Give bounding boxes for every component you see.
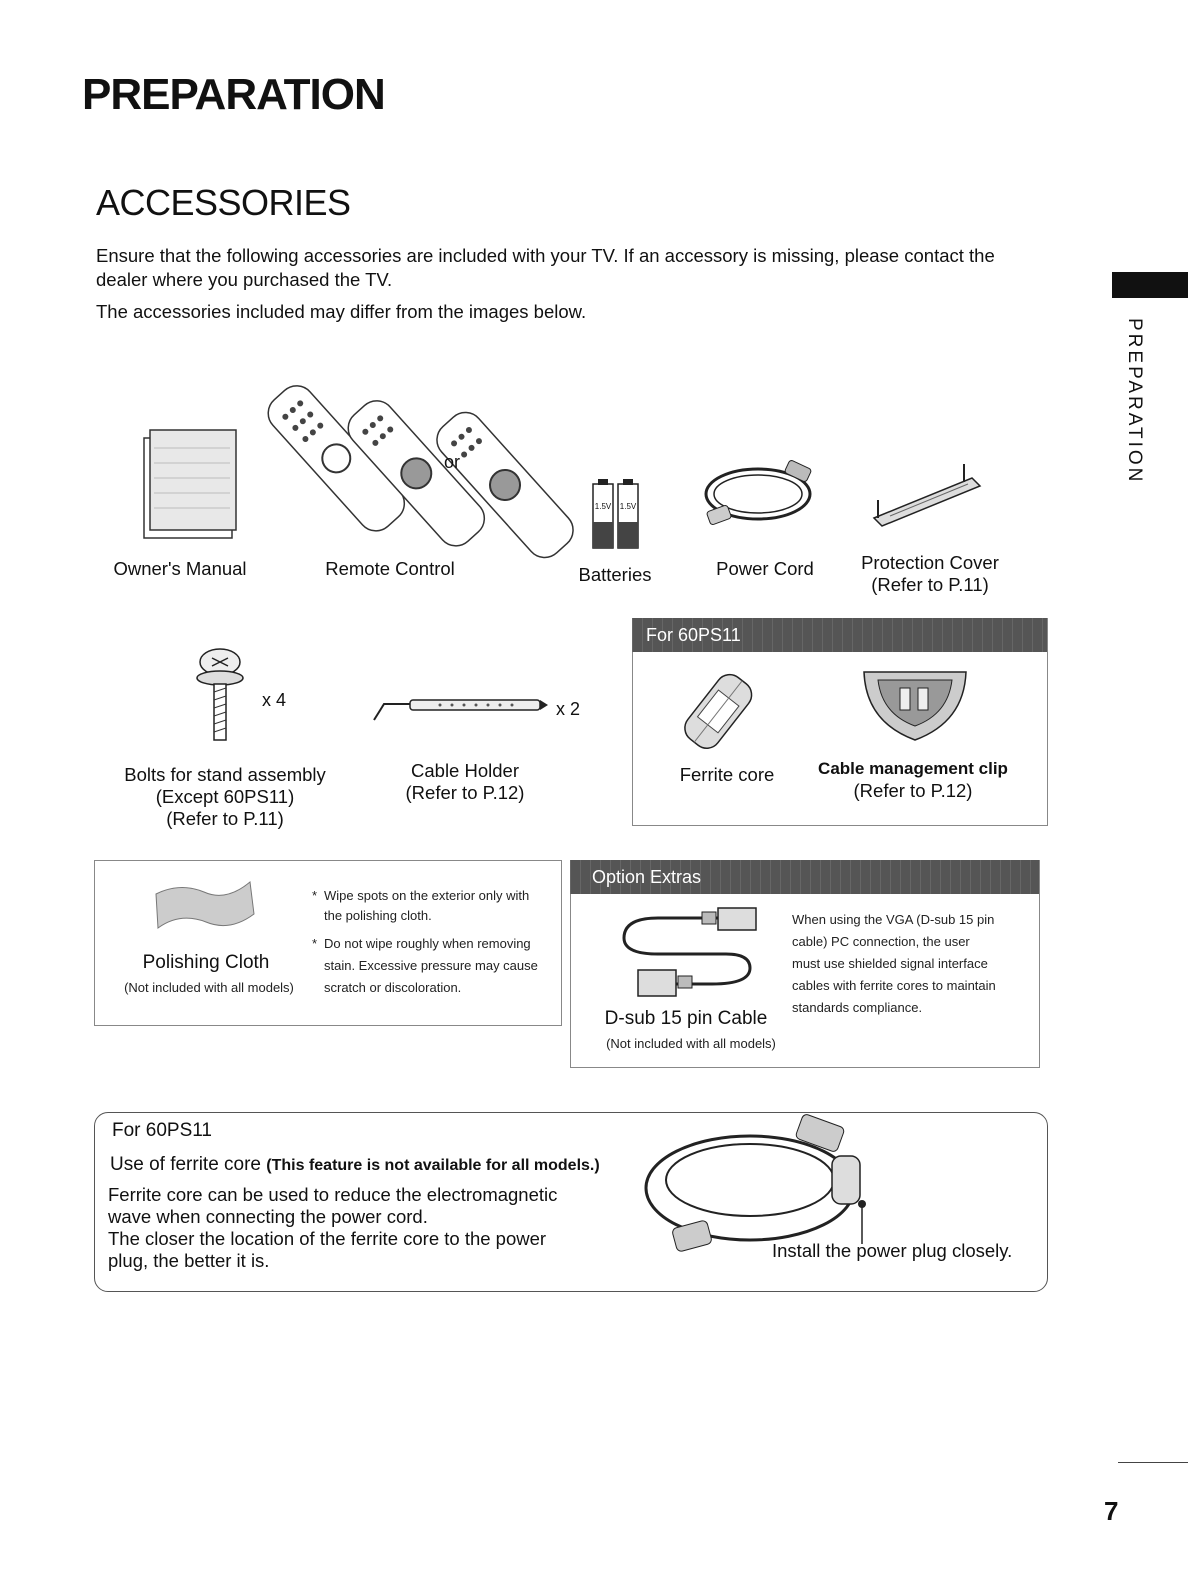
polishing-bullet-2-line-1: Do not wipe roughly when removing bbox=[324, 936, 531, 951]
protection-cover-illustration bbox=[868, 460, 988, 530]
option-text-line-3: must use shielded signal interface bbox=[792, 956, 988, 971]
ferrite-body-line-4: plug, the better it is. bbox=[108, 1250, 270, 1271]
polishing-cloth-note: (Not included with all models) bbox=[124, 980, 294, 995]
protection-cover-label-2: (Refer to P.11) bbox=[871, 574, 989, 595]
owners-manual-label: Owner's Manual bbox=[113, 558, 247, 579]
battery-1-label: 1.5V bbox=[594, 502, 612, 511]
polishing-cloth-title: Polishing Cloth bbox=[142, 952, 270, 973]
owners-manual-illustration bbox=[140, 428, 240, 543]
remote-control-label: Remote Control bbox=[325, 558, 455, 579]
intro-line-2: dealer where you purchased the TV. bbox=[96, 269, 393, 290]
for-60ps11-banner bbox=[632, 618, 1047, 652]
ferrite-section-header: For 60PS11 bbox=[112, 1120, 212, 1141]
option-extras-banner-text: Option Extras bbox=[570, 860, 1039, 894]
ferrite-core-illustration bbox=[682, 668, 752, 758]
polishing-bullet-1-line-1: Wipe spots on the exterior only with bbox=[324, 888, 530, 903]
power-cord-illustration bbox=[700, 460, 830, 535]
polishing-bullet-1-mark: * bbox=[312, 888, 318, 903]
cable-clip-label-2: (Refer to P.12) bbox=[853, 780, 973, 801]
polishing-bullet-2-line-2: stain. Excessive pressure may cause bbox=[324, 958, 538, 973]
install-plug-note: Install the power plug closely. bbox=[772, 1240, 1013, 1261]
page-number: 7 bbox=[1104, 1496, 1119, 1526]
bolts-label-1: Bolts for stand assembly bbox=[124, 764, 326, 785]
ferrite-body-line-2: wave when connecting the power cord. bbox=[108, 1206, 428, 1227]
side-tab-marker bbox=[1112, 272, 1188, 298]
dsub-cable-illustration bbox=[618, 904, 768, 1000]
cable-holder-quantity: x 2 bbox=[556, 699, 581, 719]
option-text-line-5: standards compliance. bbox=[792, 1000, 923, 1015]
polishing-bullet-2-line-3: scratch or discoloration. bbox=[324, 980, 462, 995]
remote-or-label: or bbox=[444, 452, 461, 472]
side-tab-label: PREPARATION bbox=[1124, 318, 1145, 485]
remote-control-illustration bbox=[270, 360, 570, 550]
ferrite-section-title bbox=[110, 1154, 600, 1176]
page-number-rule bbox=[1118, 1462, 1188, 1463]
cable-holder-label-1: Cable Holder bbox=[411, 760, 519, 781]
option-text-line-4: cables with ferrite cores to maintain bbox=[792, 978, 996, 993]
protection-cover-label-1: Protection Cover bbox=[861, 552, 999, 573]
option-extras-banner bbox=[570, 860, 1039, 894]
bolts-quantity: x 4 bbox=[262, 690, 287, 710]
intro-line-3: The accessories included may differ from the images below. bbox=[96, 301, 587, 322]
batteries-label: Batteries bbox=[578, 564, 652, 585]
dsub-cable-label: D-sub 15 pin Cable bbox=[604, 1008, 768, 1029]
power-cord-label: Power Cord bbox=[716, 558, 814, 579]
chapter-title: PREPARATION bbox=[82, 70, 385, 119]
cable-management-clip-illustration bbox=[860, 664, 970, 748]
dsub-cable-note: (Not included with all models) bbox=[606, 1036, 776, 1051]
cable-holder-illustration bbox=[370, 690, 550, 726]
cable-clip-label-1: Cable management clip bbox=[818, 759, 1008, 778]
section-title: ACCESSORIES bbox=[96, 182, 351, 223]
batteries-illustration bbox=[592, 478, 642, 550]
option-text-line-1: When using the VGA (D-sub 15 pin bbox=[792, 912, 995, 927]
polishing-cloth-illustration bbox=[150, 874, 260, 938]
ferrite-title-bold: (This feature is not available for all models.) bbox=[266, 1157, 600, 1174]
option-text-line-2: cable) PC connection, the user bbox=[792, 934, 970, 949]
bolt-illustration bbox=[195, 646, 255, 746]
polishing-bullet-2-mark: * bbox=[312, 936, 318, 951]
battery-2-label: 1.5V bbox=[619, 502, 637, 511]
polishing-bullet-1-line-2: the polishing cloth. bbox=[324, 908, 432, 923]
bolts-label-2: (Except 60PS11) bbox=[155, 786, 295, 807]
ferrite-body-line-1: Ferrite core can be used to reduce the electromagnetic bbox=[108, 1184, 558, 1205]
bolts-label-3: (Refer to P.11) bbox=[166, 808, 284, 829]
intro-line-1: Ensure that the following accessories are included with your TV. If an accessory is missing, please contact the bbox=[96, 245, 995, 266]
ferrite-title-plain: Use of ferrite core bbox=[110, 1154, 267, 1175]
for-60ps11-banner-text: For 60PS11 bbox=[632, 618, 1047, 652]
power-cord-ferrite-illustration bbox=[638, 1118, 878, 1258]
cable-holder-label-2: (Refer to P.12) bbox=[405, 782, 525, 803]
ferrite-core-label: Ferrite core bbox=[679, 764, 775, 785]
ferrite-body-line-3: The closer the location of the ferrite core to the power bbox=[108, 1228, 547, 1249]
